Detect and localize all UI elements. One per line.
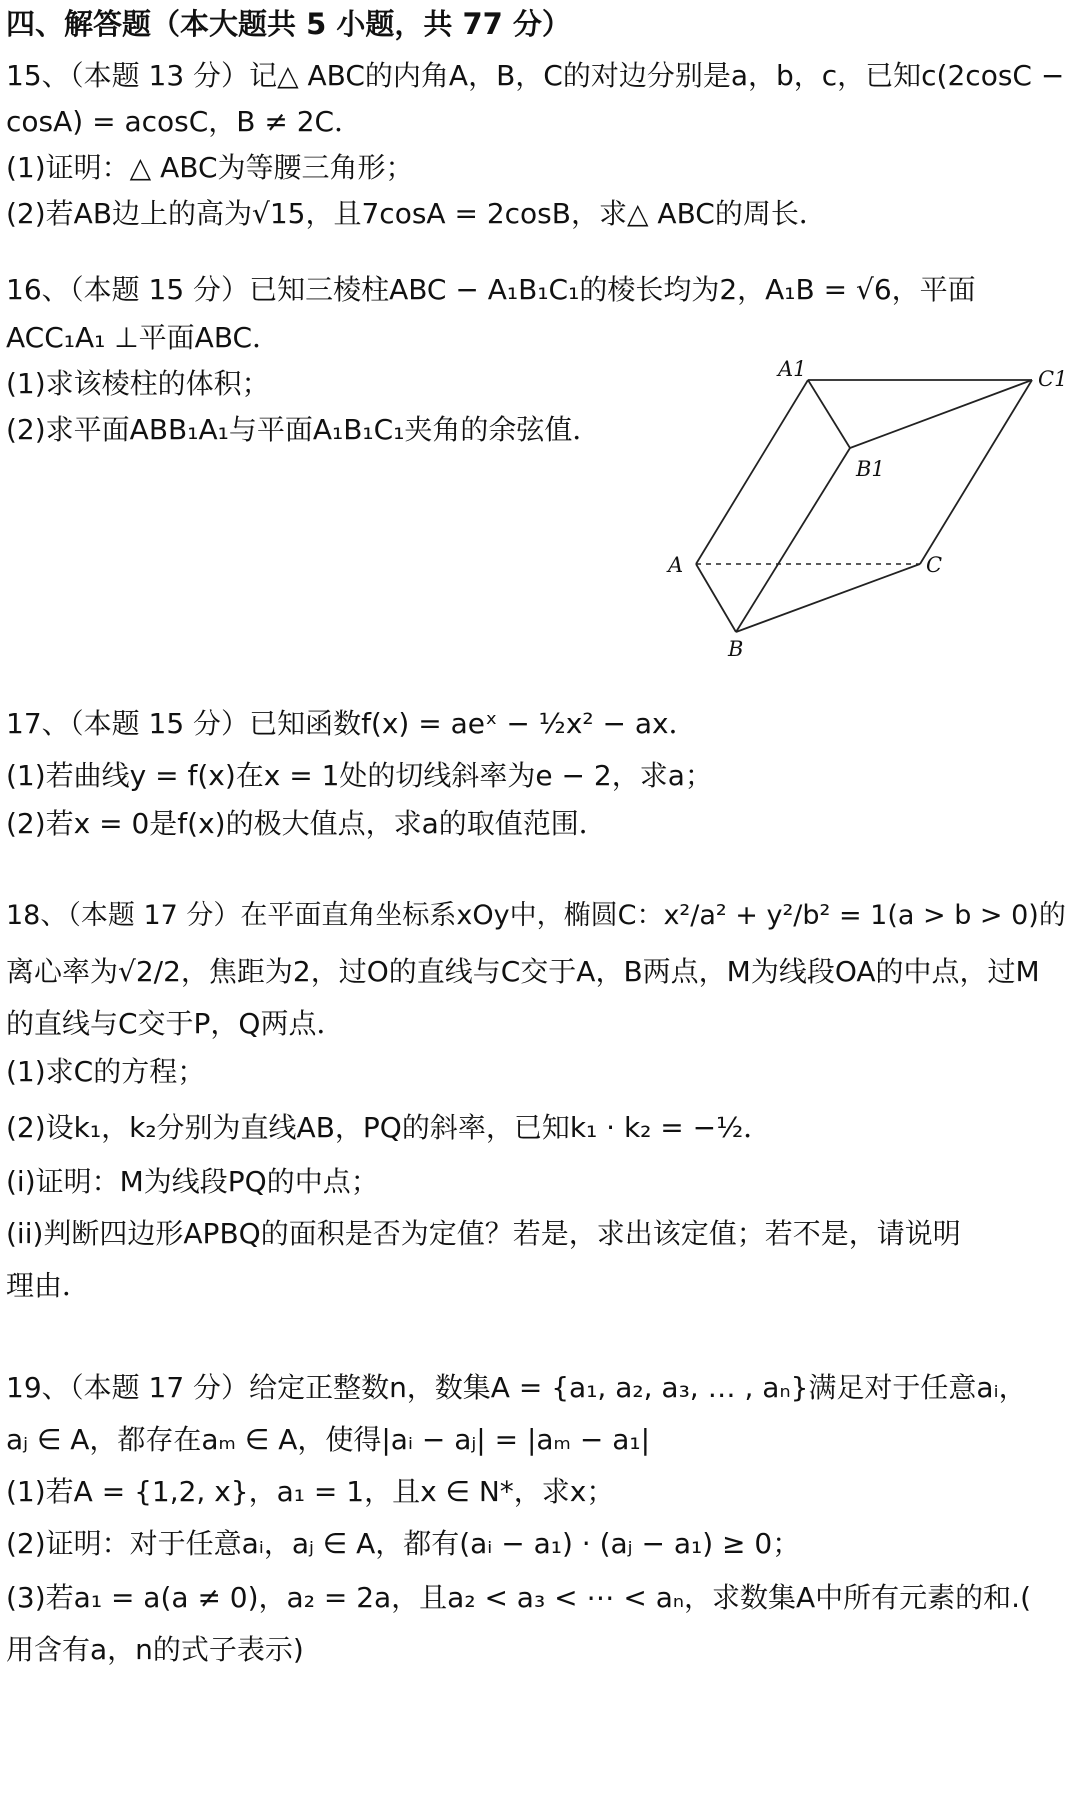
q15-stem-1: 记△ ABC的内角A，B，C的对边分别是a，b，c，已知c(2cosC − (249, 59, 1065, 92)
prism-figure (660, 352, 1068, 662)
q15-stem-2: cosA) = acosC，B ≠ 2C． (6, 105, 363, 138)
edge-a1-b1 (808, 380, 850, 448)
edge-b-c (736, 564, 920, 632)
section-title: 四、解答题（本大题共 5 小题，共 77 分） (6, 7, 571, 41)
q19-stem-2: aⱼ ∈ A，都存在aₘ ∈ A，使得|aᵢ − aⱼ| = |aₘ − a₁| (6, 1423, 651, 1456)
q16-line-1 (6, 270, 976, 310)
q19-part3-2: 用含有a，n的式子表示) (6, 1633, 304, 1666)
q16-part2: (2)求平面ABB₁A₁与平面A₁B₁C₁夹角的余弦值． (6, 413, 601, 446)
q19-line-1 (6, 1368, 1027, 1408)
q19-header: 19、（本题 17 分） (6, 1371, 250, 1404)
label-c1: C1 (1038, 367, 1068, 391)
q18-part2i: (i)证明：M为线段PQ的中点； (6, 1165, 379, 1198)
q15-part2: (2)若AB边上的高为√15，且7cosA = 2cosB，求△ ABC的周长． (6, 197, 827, 230)
q16-header: 16、（本题 15 分） (6, 273, 250, 306)
q16-stem-1: 已知三棱柱ABC − A₁B₁C₁的棱长均为2，A₁B = √6，平面 (249, 273, 976, 306)
q19-part2: (2)证明：对于任意aᵢ，aⱼ ∈ A，都有(aᵢ − a₁) · (aⱼ − a₁) ≥ 0； (6, 1527, 801, 1560)
q16-part1: (1)求该棱柱的体积； (6, 367, 270, 400)
q15-part1: (1)证明：△ ABC为等腰三角形； (6, 151, 414, 184)
label-a1: A1 (778, 357, 807, 381)
label-a: A (668, 553, 684, 577)
edge-b1-b (736, 448, 850, 632)
edge-a1-a (696, 380, 808, 564)
label-c: C (926, 553, 943, 577)
q19-stem-1: 给定正整数n，数集A = {a₁, a₂, a₃, … , aₙ}满足对于任意aᵢ， (249, 1371, 1027, 1404)
q18-part1: (1)求C的方程； (6, 1055, 206, 1088)
q18-stem-3: 的直线与C交于P，Q两点． (6, 1007, 345, 1040)
q17-line-1 (6, 704, 697, 744)
q17-header: 17、（本题 15 分） (6, 707, 250, 740)
q16-stem-2: ACC₁A₁ ⊥平面ABC． (6, 321, 281, 354)
q18-header: 18、（本题 17 分） (6, 900, 241, 931)
edge-a-b (696, 564, 736, 632)
label-b: B (728, 637, 744, 661)
edge-b1-c1 (850, 380, 1032, 448)
q18-line-1 (6, 896, 1066, 936)
label-b1: B1 (856, 457, 885, 481)
q19-part1: (1)若A = {1,2, x}，a₁ = 1，且x ∈ N*，求x； (6, 1475, 615, 1508)
q18-part2ii-2: 理由． (6, 1269, 91, 1302)
q18-stem-1: 在平面直角坐标系xOy中，椭圆C：x²/a² + y²/b² = 1(a > b > 0)的 (240, 900, 1066, 931)
q15-line-1 (6, 56, 1064, 96)
q18-part2ii-1: (ii)判断四边形APBQ的面积是否为定值？若是，求出该定值；若不是，请说明 (6, 1217, 961, 1250)
q17-part2: (2)若x = 0是f(x)的极大值点，求a的取值范围． (6, 807, 607, 840)
q18-stem-2: 离心率为√2/2，焦距为2，过O的直线与C交于A，B两点，M为线段OA的中点，过M (6, 955, 1040, 988)
q18-part2: (2)设k₁，k₂分别为直线AB，PQ的斜率，已知k₁ · k₂ = −½． (6, 1111, 772, 1144)
q15-header: 15、（本题 13 分） (6, 59, 250, 92)
q17-stem: 已知函数f(x) = aeˣ − ½x² − ax． (249, 707, 697, 740)
q17-part1: (1)若曲线y = f(x)在x = 1处的切线斜率为e − 2，求a； (6, 759, 713, 792)
q19-part3-1: (3)若a₁ = a(a ≠ 0)，a₂ = 2a，且a₂ < a₃ < ⋯ < aₙ，求数集A中所有元素的和.( (6, 1581, 1032, 1614)
edge-c1-c (920, 380, 1032, 564)
